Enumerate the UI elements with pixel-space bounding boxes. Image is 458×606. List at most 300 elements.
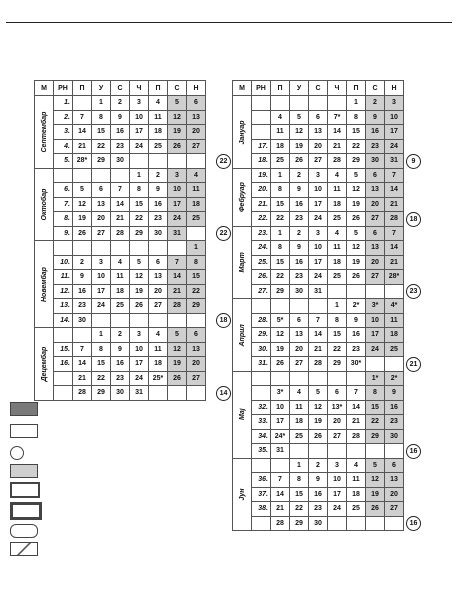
day-cell: 3* <box>271 386 290 401</box>
day-cell: 8 <box>290 473 309 488</box>
week-number: 4. <box>54 139 73 154</box>
day-cell: 28 <box>73 386 92 401</box>
week-number <box>252 110 271 125</box>
day-cell <box>168 154 187 169</box>
day-cell: 1 <box>92 96 111 111</box>
day-cell: 14 <box>385 241 404 256</box>
day-cell: 4 <box>347 458 366 473</box>
day-cell: 15 <box>290 487 309 502</box>
week-number: 18. <box>252 154 271 169</box>
day-cell: 30 <box>366 154 385 169</box>
week-number: 19. <box>252 168 271 183</box>
day-cell: 7 <box>111 183 130 198</box>
month-name: Септембар <box>35 96 54 169</box>
day-cell: 19 <box>309 415 328 430</box>
day-cell: 17 <box>130 357 149 372</box>
day-cell: 30 <box>385 429 404 444</box>
day-cell: 3 <box>309 168 328 183</box>
day-cell: 12 <box>168 342 187 357</box>
day-cell: 25 <box>111 299 130 314</box>
day-cell: 1 <box>347 96 366 111</box>
week-number <box>252 371 271 386</box>
column-header: М <box>35 81 54 96</box>
week-number: 38. <box>252 502 271 517</box>
day-cell: 21 <box>385 255 404 270</box>
day-cell: 10 <box>309 183 328 198</box>
day-cell: 19 <box>366 487 385 502</box>
day-cell: 21 <box>168 284 187 299</box>
day-cell: 21 <box>347 415 366 430</box>
week-number: 6. <box>54 183 73 198</box>
day-cell: 30 <box>309 516 328 531</box>
day-cell <box>92 241 111 256</box>
day-cell: 24* <box>271 429 290 444</box>
day-cell: 5 <box>309 386 328 401</box>
day-cell: 23 <box>366 139 385 154</box>
day-cell: 7 <box>309 313 328 328</box>
column-header: М <box>233 81 252 96</box>
day-cell: 12 <box>73 197 92 212</box>
day-cell <box>271 371 290 386</box>
day-cell: 6 <box>290 313 309 328</box>
holiday-swatch <box>10 402 38 416</box>
day-cell <box>385 516 404 531</box>
day-cell: 14 <box>168 270 187 285</box>
day-cell: 13 <box>366 183 385 198</box>
day-cell: 2 <box>290 226 309 241</box>
day-cell: 15 <box>366 400 385 415</box>
day-cell: 6 <box>366 168 385 183</box>
week-number: 12. <box>54 284 73 299</box>
day-cell <box>366 284 385 299</box>
day-cell: 6 <box>385 458 404 473</box>
day-cell: 19 <box>73 212 92 227</box>
day-cell: 2 <box>111 96 130 111</box>
day-cell: 8 <box>328 313 347 328</box>
week-number <box>54 168 73 183</box>
column-header: У <box>290 81 309 96</box>
day-cell: 28 <box>347 429 366 444</box>
day-cell: 2 <box>111 328 130 343</box>
month-name: Април <box>233 299 252 372</box>
day-cell: 17 <box>309 197 328 212</box>
day-cell: 15 <box>92 125 111 140</box>
month-name: Мај <box>233 371 252 458</box>
week-number: 27. <box>252 284 271 299</box>
day-cell: 29 <box>271 284 290 299</box>
week-number <box>252 458 271 473</box>
legend <box>10 398 220 560</box>
column-header: Ч <box>328 81 347 96</box>
day-cell: 26 <box>73 226 92 241</box>
column-header: П <box>347 81 366 96</box>
week-number: 24. <box>252 241 271 256</box>
day-cell: 7 <box>385 226 404 241</box>
day-cell: 10 <box>309 241 328 256</box>
day-cell: 29 <box>92 154 111 169</box>
day-cell: 18 <box>347 487 366 502</box>
day-cell <box>111 241 130 256</box>
week-number: 30. <box>252 342 271 357</box>
month-name: Март <box>233 226 252 299</box>
day-cell: 13 <box>149 270 168 285</box>
day-cell: 27 <box>149 299 168 314</box>
day-cell: 4 <box>149 328 168 343</box>
exam-swatch <box>10 524 38 538</box>
day-cell: 7 <box>73 342 92 357</box>
day-cell: 18 <box>187 197 206 212</box>
day-cell: 16 <box>73 284 92 299</box>
day-cell <box>187 313 206 328</box>
day-cell: 23 <box>290 270 309 285</box>
day-cell: 18 <box>385 328 404 343</box>
day-cell: 27 <box>366 212 385 227</box>
day-cell: 3 <box>168 168 187 183</box>
day-cell: 21 <box>328 139 347 154</box>
day-cell: 9 <box>73 270 92 285</box>
day-cell: 15 <box>92 357 111 372</box>
day-cell: 30 <box>111 154 130 169</box>
day-cell: 19 <box>168 357 187 372</box>
day-cell: 13 <box>385 473 404 488</box>
day-cell: 2 <box>309 458 328 473</box>
week-number: 3. <box>54 125 73 140</box>
day-cell <box>328 444 347 459</box>
day-cell <box>328 96 347 111</box>
day-cell: 6 <box>187 96 206 111</box>
column-header: РН <box>252 81 271 96</box>
day-cell: 12 <box>271 328 290 343</box>
column-header: С <box>168 81 187 96</box>
day-cell: 11 <box>328 183 347 198</box>
day-cell: 18 <box>149 125 168 140</box>
day-cell: 13 <box>92 197 111 212</box>
day-cell: 27 <box>92 226 111 241</box>
day-cell: 4 <box>290 386 309 401</box>
day-cell: 25 <box>149 139 168 154</box>
day-cell: 8 <box>271 241 290 256</box>
week-number: 36. <box>252 473 271 488</box>
day-cell: 14 <box>309 328 328 343</box>
week-number <box>252 516 271 531</box>
day-cell <box>187 226 206 241</box>
month-name: Фебруар <box>233 168 252 226</box>
term-end-swatch <box>10 502 42 520</box>
day-cell: 28 <box>328 154 347 169</box>
day-cell <box>73 241 92 256</box>
day-cell: 17 <box>366 328 385 343</box>
day-cell: 3 <box>328 458 347 473</box>
page-header <box>6 8 452 23</box>
day-cell: 5 <box>347 168 366 183</box>
week-number <box>54 241 73 256</box>
day-cell: 10 <box>328 473 347 488</box>
day-cell <box>290 371 309 386</box>
day-cell: 5* <box>271 313 290 328</box>
day-cell: 7 <box>73 110 92 125</box>
day-cell: 11 <box>149 342 168 357</box>
day-cell <box>328 284 347 299</box>
day-cell: 31 <box>309 284 328 299</box>
day-cell: 7* <box>328 110 347 125</box>
day-cell: 24 <box>366 342 385 357</box>
teaching-days-count: 22 <box>216 154 231 169</box>
day-cell <box>149 313 168 328</box>
week-number: 1. <box>54 96 73 111</box>
day-cell: 21 <box>73 371 92 386</box>
day-cell: 1 <box>290 458 309 473</box>
day-cell <box>290 444 309 459</box>
month-name: Новембар <box>35 241 54 328</box>
week-number: 29. <box>252 328 271 343</box>
day-cell: 20 <box>187 125 206 140</box>
day-cell: 15 <box>187 270 206 285</box>
day-cell: 22 <box>187 284 206 299</box>
legend-item <box>10 482 220 498</box>
day-cell: 28 <box>385 212 404 227</box>
day-cell: 25 <box>290 429 309 444</box>
day-cell: 18 <box>271 139 290 154</box>
day-cell: 6 <box>92 183 111 198</box>
day-cell: 12 <box>290 125 309 140</box>
day-cell: 12 <box>366 473 385 488</box>
column-header: Н <box>187 81 206 96</box>
day-cell: 27 <box>328 429 347 444</box>
day-cell: 9 <box>347 313 366 328</box>
teaching-days-count: 18 <box>406 212 421 227</box>
day-cell: 16 <box>366 125 385 140</box>
day-cell: 20 <box>366 197 385 212</box>
day-cell: 30 <box>149 226 168 241</box>
day-cell: 31 <box>168 226 187 241</box>
day-cell: 29 <box>366 429 385 444</box>
week-number: 8. <box>54 212 73 227</box>
day-cell: 29 <box>130 226 149 241</box>
day-cell: 9 <box>149 183 168 198</box>
day-cell: 3 <box>92 255 111 270</box>
day-cell: 15 <box>130 197 149 212</box>
day-cell: 11 <box>271 125 290 140</box>
day-cell: 20 <box>385 487 404 502</box>
day-cell: 3 <box>385 96 404 111</box>
day-cell: 23 <box>149 212 168 227</box>
day-cell: 29 <box>92 386 111 401</box>
day-cell: 26 <box>366 502 385 517</box>
day-cell <box>366 444 385 459</box>
workday-swatch <box>10 482 40 498</box>
day-cell: 3 <box>309 226 328 241</box>
day-cell: 2 <box>366 96 385 111</box>
day-cell: 8 <box>187 255 206 270</box>
day-cell: 23 <box>309 502 328 517</box>
day-cell: 14 <box>73 125 92 140</box>
week-number: 23. <box>252 226 271 241</box>
legend-item <box>10 524 220 538</box>
day-cell: 30 <box>73 313 92 328</box>
week-number: 16. <box>54 357 73 372</box>
day-cell: 10 <box>385 110 404 125</box>
teaching-days-count: 21 <box>406 357 421 372</box>
day-cell <box>130 241 149 256</box>
day-cell: 25 <box>187 212 206 227</box>
day-cell: 18 <box>111 284 130 299</box>
day-cell: 19 <box>168 125 187 140</box>
week-number: 7. <box>54 197 73 212</box>
day-cell: 23 <box>385 415 404 430</box>
week-number: 10. <box>54 255 73 270</box>
day-cell: 17 <box>328 487 347 502</box>
day-cell: 19 <box>347 255 366 270</box>
day-cell: 23 <box>73 299 92 314</box>
day-cell: 27 <box>187 371 206 386</box>
day-cell: 22 <box>92 371 111 386</box>
day-cell <box>385 357 404 372</box>
day-cell: 26 <box>130 299 149 314</box>
week-number: 14. <box>54 313 73 328</box>
day-cell: 27 <box>366 270 385 285</box>
day-cell <box>309 299 328 314</box>
day-cell: 22 <box>271 212 290 227</box>
day-cell: 20 <box>328 415 347 430</box>
day-cell: 8 <box>366 386 385 401</box>
day-cell: 30 <box>290 284 309 299</box>
day-cell: 25 <box>328 270 347 285</box>
day-cell: 11 <box>187 183 206 198</box>
day-cell: 16 <box>309 487 328 502</box>
day-cell: 20 <box>92 212 111 227</box>
day-cell: 7 <box>168 255 187 270</box>
day-cell: 25 <box>328 212 347 227</box>
day-cell: 26 <box>309 429 328 444</box>
day-cell: 16 <box>290 255 309 270</box>
day-cell <box>385 284 404 299</box>
day-cell: 7 <box>271 473 290 488</box>
week-number: 11. <box>54 270 73 285</box>
week-number: 22. <box>252 212 271 227</box>
day-cell: 20 <box>366 255 385 270</box>
week-number: 21. <box>252 197 271 212</box>
day-cell: 18 <box>149 357 168 372</box>
day-cell <box>347 371 366 386</box>
day-cell: 1 <box>271 226 290 241</box>
day-cell: 3 <box>130 96 149 111</box>
teaching-days-count: 16 <box>406 444 421 459</box>
day-cell: 29 <box>328 357 347 372</box>
week-number: 35. <box>252 444 271 459</box>
day-cell: 11 <box>149 110 168 125</box>
day-cell: 20 <box>290 342 309 357</box>
column-header: П <box>271 81 290 96</box>
day-cell: 4 <box>271 110 290 125</box>
day-cell: 5 <box>290 110 309 125</box>
day-cell: 8 <box>130 183 149 198</box>
day-cell: 9 <box>366 110 385 125</box>
week-number: 17. <box>252 139 271 154</box>
day-cell: 28 <box>168 299 187 314</box>
day-cell <box>92 313 111 328</box>
column-header: Ч <box>130 81 149 96</box>
week-number: 2. <box>54 110 73 125</box>
day-cell: 19 <box>290 139 309 154</box>
day-cell: 10 <box>130 342 149 357</box>
day-cell <box>73 96 92 111</box>
day-cell <box>73 168 92 183</box>
month-name: Јануар <box>233 96 252 169</box>
day-cell: 18 <box>328 197 347 212</box>
column-header: П <box>73 81 92 96</box>
day-cell: 23 <box>290 212 309 227</box>
day-cell: 22 <box>271 270 290 285</box>
day-cell: 6 <box>366 226 385 241</box>
day-cell: 25 <box>385 342 404 357</box>
calendar-table <box>232 80 404 531</box>
month-name: Октобар <box>35 168 54 241</box>
column-header: С <box>111 81 130 96</box>
teaching-days-count: 9 <box>406 154 421 169</box>
week-number <box>252 125 271 140</box>
column-header: С <box>309 81 328 96</box>
day-cell: 20 <box>149 284 168 299</box>
day-cell: 17 <box>271 415 290 430</box>
week-number: 28. <box>252 313 271 328</box>
day-cell: 21 <box>111 212 130 227</box>
day-cell: 13* <box>328 400 347 415</box>
day-cell <box>111 313 130 328</box>
day-cell: 17 <box>130 125 149 140</box>
circle-swatch <box>10 446 24 460</box>
day-cell: 25* <box>149 371 168 386</box>
day-cell <box>149 154 168 169</box>
day-cell: 21 <box>73 139 92 154</box>
day-cell: 16 <box>385 400 404 415</box>
day-cell <box>366 357 385 372</box>
legend-item <box>10 502 220 520</box>
day-cell: 19 <box>271 342 290 357</box>
day-cell: 22 <box>366 415 385 430</box>
teaching-days-count: 16 <box>406 516 421 531</box>
calendar-table <box>34 80 206 401</box>
day-cell: 8 <box>347 110 366 125</box>
day-cell: 27 <box>187 139 206 154</box>
day-cell: 26 <box>271 357 290 372</box>
day-cell: 28* <box>385 270 404 285</box>
day-cell: 16 <box>111 125 130 140</box>
day-cell: 9 <box>290 183 309 198</box>
day-cell: 20 <box>187 357 206 372</box>
day-cell: 24 <box>328 502 347 517</box>
day-cell <box>187 154 206 169</box>
day-cell: 7 <box>347 386 366 401</box>
legend-item <box>10 446 220 460</box>
day-cell: 9 <box>111 342 130 357</box>
day-cell: 28* <box>73 154 92 169</box>
day-cell <box>168 241 187 256</box>
day-cell: 24 <box>168 212 187 227</box>
day-cell: 2* <box>385 371 404 386</box>
day-cell: 8 <box>92 342 111 357</box>
day-cell: 25 <box>271 154 290 169</box>
teaching-days-count: 23 <box>406 284 421 299</box>
day-cell: 14 <box>385 183 404 198</box>
week-number: 32. <box>252 400 271 415</box>
day-cell <box>271 299 290 314</box>
day-cell <box>328 516 347 531</box>
day-cell <box>271 96 290 111</box>
day-cell: 9 <box>385 386 404 401</box>
day-cell: 16 <box>347 328 366 343</box>
day-cell: 18 <box>290 415 309 430</box>
day-cell: 3* <box>366 299 385 314</box>
